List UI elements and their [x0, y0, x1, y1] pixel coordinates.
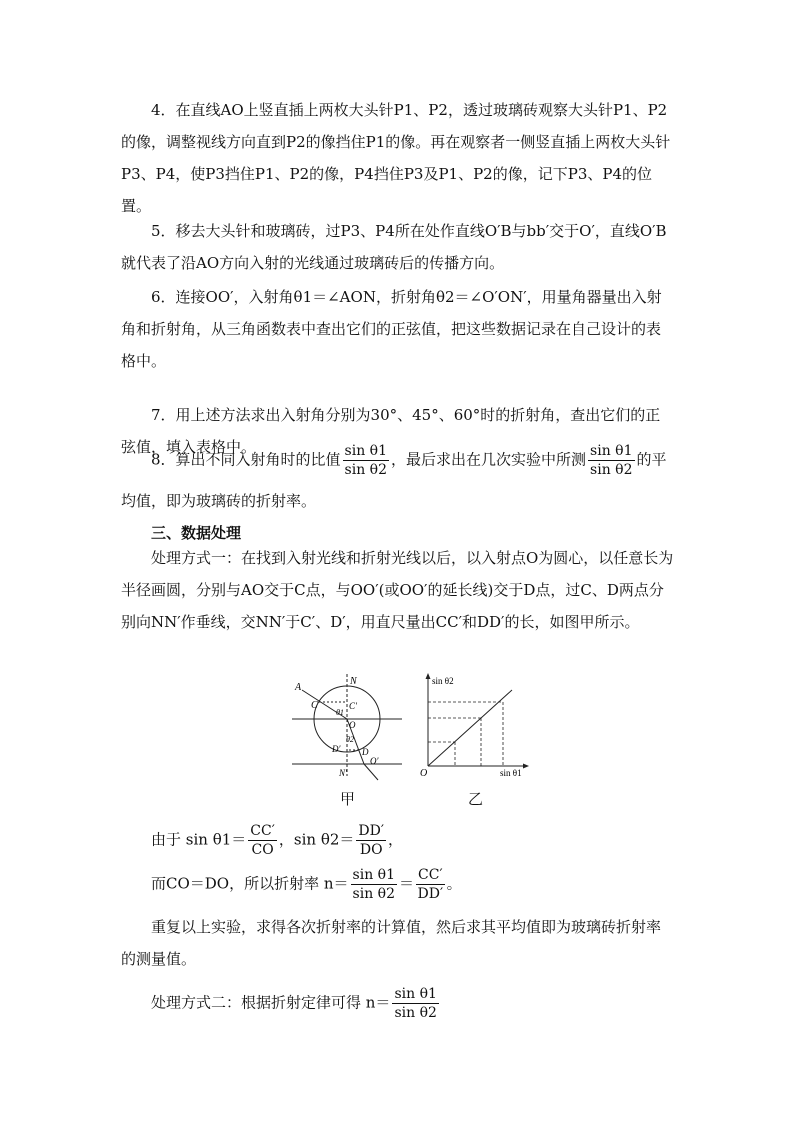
step-5: 5．移去大头针和玻璃砖，过P3、P4所在处作直线O′B与bb′交于O′，直线O′B就代表了沿AO方向入射的光线通过玻璃砖后的传播方向。 — [121, 222, 667, 272]
fit-line — [428, 690, 512, 766]
x-axis-label: sin θ1 — [500, 768, 522, 778]
eq1-text-b: ，sin θ2＝ — [278, 830, 355, 849]
origin-label: O — [420, 768, 428, 779]
x-axis-arrow — [523, 764, 529, 769]
emergent-ray — [364, 764, 378, 780]
step-4: 4．在直线AO上竖直插上两枚大头针P1、P2，透过玻璃砖观察大头针P1、P2的像，调整视线方向直到P2的像挡住P1的像。再在观察者一侧竖直插上两枚大头针P3、P4，使P3挡住P1、P2的像，P4挡住P3及P1、P2的像，记下P3、P4的位置。 — [121, 101, 671, 215]
repeat-paragraph: 重复以上实验，求得各次折射率的计算值，然后求其平均值即为玻璃砖折射率的测量值。 — [121, 918, 662, 968]
step-6: 6．连接OO′，入射角θ1＝∠AON，折射角θ2＝∠O′ON′，用量角器量出入射角和折射角，从三角函数表中查出它们的正弦值，把这些数据记录在自己设计的表格中。 — [121, 288, 662, 370]
step-8-text-a: 8．算出不同入射角时的比值 — [151, 450, 341, 469]
eq2-text-b: ＝ — [399, 874, 415, 893]
figure-yi — [418, 672, 530, 782]
label-D-prime: D′ — [332, 744, 341, 754]
label-O: O — [349, 720, 356, 730]
dd-do-fraction — [356, 822, 386, 859]
fraction-numerator: sin θ1 — [352, 867, 395, 883]
sin-ratio-fraction-2 — [588, 442, 634, 479]
label-A: A — [295, 682, 302, 693]
method-2 — [151, 985, 441, 1022]
label-D: D — [362, 747, 369, 757]
label-C: C — [311, 700, 318, 711]
fraction-denominator: DD′ — [417, 886, 444, 902]
step-8-line1 — [151, 442, 667, 479]
label-N-prime: N′ — [339, 768, 347, 778]
label-N: N — [350, 676, 357, 687]
sin-ratio-fraction — [343, 442, 389, 479]
fraction-denominator: sin θ2 — [344, 462, 388, 478]
fraction-numerator: CC′ — [418, 867, 443, 883]
method-1: 处理方式一：在找到入射光线和折射光线以后，以入射点O为圆心，以任意长为半径画圆，分别与AO交于C点，与OO′(或OO′的延长线)交于D点，过C、D两点分别向NN′作垂线，交NN′于C′、D′，用直尺量出CC′和DD′的长，如图甲所示。 — [121, 549, 674, 631]
sin-ratio-fraction-4 — [392, 985, 438, 1022]
figure-jia-caption: 甲 — [340, 790, 356, 808]
figure-yi-caption: 乙 — [468, 790, 484, 808]
section-heading: 三、数据处理 — [151, 524, 242, 542]
eq2-text-a: 而CO＝DO，所以折射率 n＝ — [151, 874, 349, 893]
step-8-text-b: ，最后求出在几次实验中所测 — [391, 450, 587, 469]
sin-ratio-fraction-3 — [351, 866, 397, 903]
eq2-text-c: 。 — [446, 874, 462, 893]
y-axis-arrow — [426, 673, 431, 679]
equation-1 — [151, 822, 403, 859]
label-theta1: θ1 — [336, 708, 344, 717]
y-axis-label: sin θ2 — [432, 676, 454, 686]
fraction-numerator: sin θ1 — [394, 986, 437, 1002]
fraction-denominator: sin θ2 — [394, 1005, 437, 1021]
fraction-numerator: sin θ1 — [590, 443, 633, 459]
cc-dd-fraction — [416, 866, 445, 903]
label-O-prime: O′ — [370, 756, 379, 766]
eq1-text-a: 由于 sin θ1＝ — [151, 830, 247, 849]
label-theta2: θ2 — [346, 735, 354, 744]
fraction-denominator: sin θ2 — [590, 462, 633, 478]
method2-text: 处理方式二：根据折射定律可得 n＝ — [151, 993, 391, 1012]
figure-jia — [292, 672, 402, 782]
label-C-prime: C′ — [349, 701, 357, 711]
fraction-denominator: CO — [251, 842, 274, 858]
fraction-denominator: sin θ2 — [352, 886, 395, 902]
step-8-line2: 均值，即为玻璃砖的折射率。 — [121, 492, 317, 510]
fraction-numerator: CC′ — [250, 823, 275, 839]
eq1-text-c: ， — [388, 830, 404, 849]
fraction-denominator: DO — [359, 842, 383, 858]
fraction-numerator: sin θ1 — [344, 443, 388, 459]
step-7: 7．用上述方法求出入射角分别为30°、45°、60°时的折射角，查出它们的正弦值，填入表格中。 — [121, 406, 661, 456]
equation-2 — [151, 866, 462, 903]
step-8-text-c: 的平 — [636, 450, 667, 469]
fraction-numerator: DD′ — [358, 823, 385, 839]
cc-co-fraction — [248, 822, 277, 859]
